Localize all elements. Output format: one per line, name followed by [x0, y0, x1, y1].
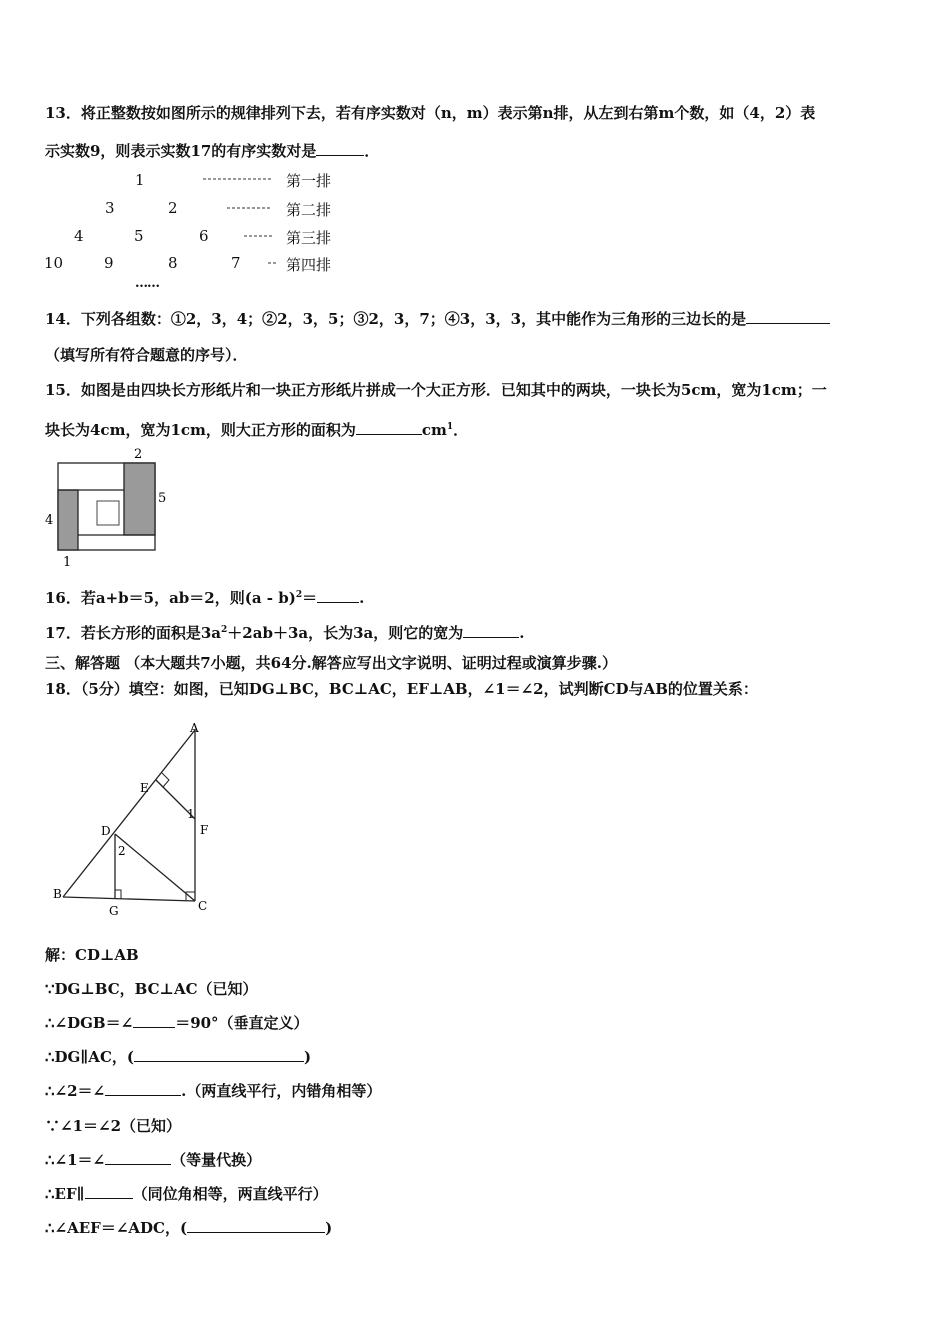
- q15-unit: cm: [421, 421, 447, 439]
- row2-number: 3: [105, 199, 115, 217]
- line-blank[interactable]: [85, 1184, 133, 1199]
- q16-equals: ＝: [302, 589, 318, 607]
- q18-triangle-figure: [45, 718, 225, 923]
- row1-number: 1: [135, 171, 145, 189]
- q16-answer-blank[interactable]: [317, 588, 359, 603]
- q16-line: [45, 585, 364, 608]
- vertex-G: G: [109, 904, 119, 918]
- continuation-dots: ……: [135, 276, 159, 291]
- inner-square: [97, 501, 119, 525]
- label-right: 5: [158, 491, 167, 506]
- angle-blank[interactable]: [105, 1150, 171, 1165]
- q15-square-figure: [40, 440, 180, 575]
- proof-step-text: ∵∠1＝∠2（已知）: [45, 1117, 182, 1135]
- q14-line1: [45, 309, 830, 329]
- segment-BC: [63, 897, 195, 901]
- label-top: 2: [134, 447, 143, 462]
- label-left: 4: [45, 513, 54, 528]
- proof-step-text: ∴∠AEF＝∠ADC，(: [45, 1219, 188, 1237]
- q13-line2-text: 示实数9，则表示实数17的有序实数对是: [45, 142, 317, 160]
- proof-step-close: ): [325, 1219, 333, 1237]
- proof-step: [45, 1218, 332, 1238]
- row2-number: 2: [168, 199, 178, 217]
- proof-step-reason: .（两直线平行，内错角相等）: [181, 1082, 382, 1100]
- q15-line2-end: ．: [453, 421, 469, 439]
- proof-step: [45, 1013, 309, 1033]
- angle-blank[interactable]: [105, 1081, 181, 1096]
- right-angle-mark-G: [115, 890, 121, 899]
- right-angle-mark-E: [162, 773, 169, 787]
- proof-step: [45, 1150, 261, 1170]
- reason-blank[interactable]: [187, 1218, 325, 1233]
- row3-number: 6: [199, 227, 209, 245]
- proof-step-text: 解：CD⊥AB: [45, 946, 139, 964]
- proof-step-text: ∴DG∥AC，(: [45, 1048, 134, 1066]
- row4-number: 9: [104, 254, 114, 272]
- proof-step: [45, 1184, 328, 1204]
- vertex-B: B: [53, 887, 62, 901]
- right-angle-mark-C: [186, 892, 195, 900]
- proof-step-text: ∵DG⊥BC，BC⊥AC（已知）: [45, 980, 258, 998]
- label-bottom: 1: [63, 555, 72, 570]
- segment-DC: [115, 834, 195, 901]
- row1-label: 第一排: [286, 172, 332, 190]
- q17-answer-blank[interactable]: [463, 623, 519, 638]
- vertex-D: D: [101, 824, 111, 838]
- q17-exponent: 2: [221, 625, 228, 635]
- q15-line2: [45, 417, 468, 440]
- row3-number: 5: [134, 227, 144, 245]
- vertex-E: E: [140, 781, 149, 795]
- segment-AB: [63, 730, 195, 897]
- q15-unit-exponent: 1: [446, 422, 454, 432]
- proof-step: [45, 1081, 381, 1101]
- q17-line: [45, 620, 525, 643]
- q13-line1: 13．将正整数按如图所示的规律排列下去，若有序实数对（n，m）表示第n排，从左到右第m个数，如（4，2）表: [45, 104, 816, 122]
- proof-step-close: ): [303, 1048, 312, 1066]
- row3-number: 4: [74, 227, 84, 245]
- q16-text: 16．若a+b＝5，ab＝2，则(a - b): [45, 589, 296, 607]
- left-strip-4x1: [58, 490, 78, 550]
- row4-label: 第四排: [286, 256, 332, 274]
- q18-stem: 18．（5分）填空：如图，已知DG⊥BC，BC⊥AC，EF⊥AB，∠1＝∠2，试判断CD与AB的位置关系：: [45, 680, 758, 698]
- vertex-C: C: [198, 899, 208, 913]
- q17-end: .: [519, 624, 525, 642]
- proof-step: [45, 1116, 181, 1136]
- vertex-A: A: [190, 721, 199, 735]
- reason-blank[interactable]: [134, 1047, 304, 1062]
- proof-step: [45, 1047, 311, 1067]
- row4-number: 7: [231, 254, 241, 272]
- q14-line1-text: 14．下列各组数：①2，3，4；②2，3，5；③2，3，7；④3，3，3，其中能作为三角形的三边长的是: [45, 310, 747, 328]
- proof-step: [45, 979, 258, 999]
- proof-step: [45, 945, 139, 965]
- proof-step-text: ∴∠2＝∠: [45, 1082, 106, 1100]
- proof-step-text: ∴∠1＝∠: [45, 1151, 106, 1169]
- q16-end: .: [359, 589, 365, 607]
- row4-number: 10: [44, 254, 64, 272]
- proof-step-reason: （等量代换）: [171, 1151, 262, 1169]
- row4-number: 8: [168, 254, 178, 272]
- proof-step-text: ∴∠DGB＝∠: [45, 1014, 134, 1032]
- q15-answer-blank[interactable]: [356, 420, 422, 435]
- q16-exponent: 2: [295, 590, 303, 600]
- row3-label: 第三排: [286, 229, 332, 247]
- angle-blank[interactable]: [133, 1013, 175, 1028]
- vertex-F: F: [200, 823, 209, 837]
- right-strip-5x2: [124, 463, 155, 535]
- row2-label: 第二排: [286, 201, 332, 219]
- q15-line1: 15．如图是由四块长方形纸片和一块正方形纸片拼成一个大正方形．已知其中的两块，一块长为5cm，宽为1cm；一: [45, 381, 827, 399]
- angle-1-label: 1: [187, 807, 195, 821]
- q14-answer-blank[interactable]: [746, 309, 830, 324]
- proof-step-reason: （同位角相等，两直线平行）: [132, 1185, 328, 1203]
- proof-step-reason: ＝90°（垂直定义）: [175, 1014, 309, 1032]
- q15-line2-text: 块长为4cm，宽为1cm，则大正方形的面积为: [45, 421, 356, 439]
- q14-line2: （填写所有符合题意的序号）．: [45, 346, 248, 364]
- q13-line2-end: ．: [364, 142, 380, 160]
- section-3-heading: 三、解答题 （本大题共7小题，共64分.解答应写出文字说明、证明过程或演算步骤.）: [45, 654, 617, 672]
- proof-step-text: ∴EF∥: [45, 1185, 85, 1203]
- q17-text: 17．若长方形的面积是3a: [45, 624, 222, 642]
- angle-2-label: 2: [118, 844, 126, 858]
- q17-text-rest: ＋2ab＋3a，长为3a，则它的宽为: [227, 624, 464, 642]
